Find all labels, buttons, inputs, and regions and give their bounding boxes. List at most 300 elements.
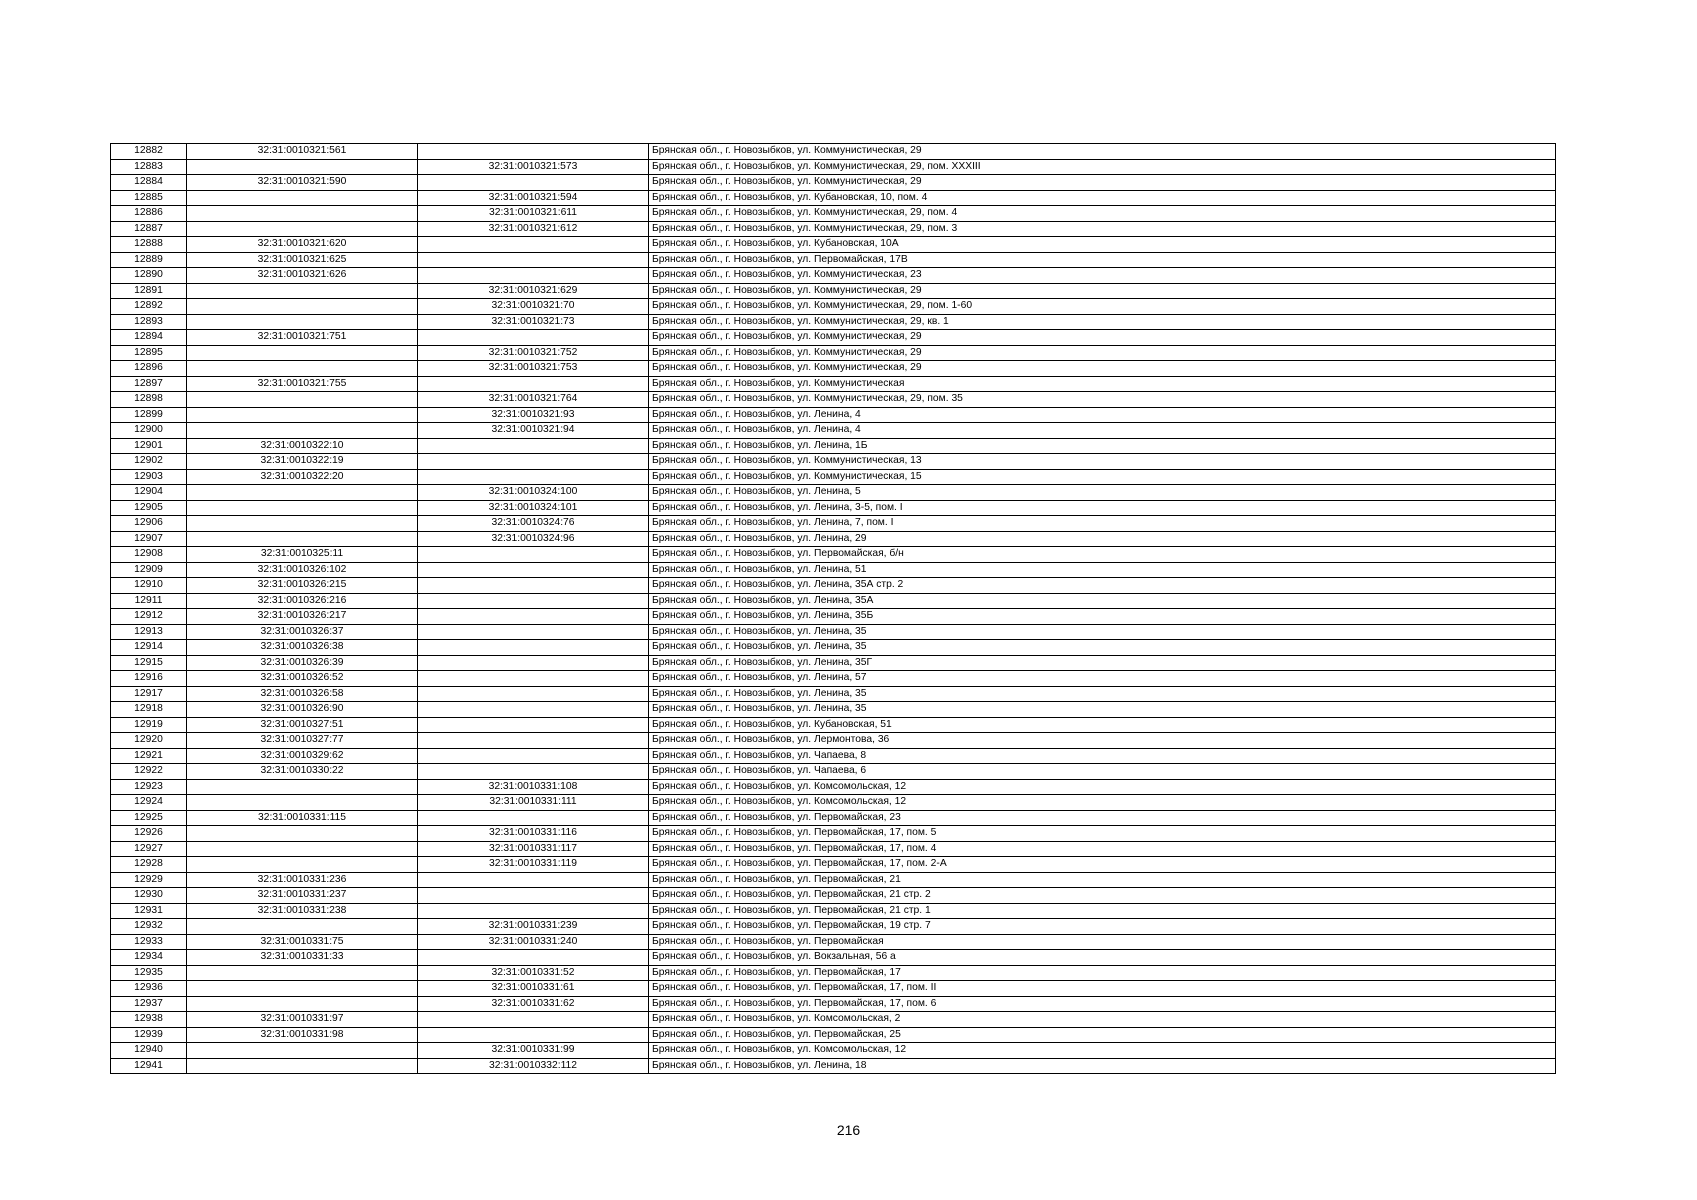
cadastral-number-cell: 32:31:0010326:216 xyxy=(187,593,418,609)
cadastral-number-cell: 32:31:0010331:33 xyxy=(187,950,418,966)
table-row xyxy=(111,593,1556,609)
cadastral-number-cell: 32:31:0010326:39 xyxy=(187,655,418,671)
address-cell: Брянская обл., г. Новозыбков, ул. Первомайская, 17, пом. 5 xyxy=(649,826,1556,842)
cadastral-number-cell xyxy=(187,1058,418,1074)
table-row xyxy=(111,190,1556,206)
table-row xyxy=(111,950,1556,966)
related-cadastral-number-cell: 32:31:0010331:99 xyxy=(418,1043,649,1059)
table-row xyxy=(111,919,1556,935)
cadastral-number-cell: 32:31:0010331:98 xyxy=(187,1027,418,1043)
address-cell: Брянская обл., г. Новозыбков, ул. Первомайская, 19 стр. 7 xyxy=(649,919,1556,935)
row-number-cell: 12927 xyxy=(111,841,187,857)
related-cadastral-number-cell: 32:31:0010332:112 xyxy=(418,1058,649,1074)
table-row xyxy=(111,299,1556,315)
related-cadastral-number-cell xyxy=(418,438,649,454)
table-row xyxy=(111,547,1556,563)
address-cell: Брянская обл., г. Новозыбков, ул. Вокзальная, 56 а xyxy=(649,950,1556,966)
related-cadastral-number-cell xyxy=(418,593,649,609)
row-number-cell: 12933 xyxy=(111,934,187,950)
table-row xyxy=(111,407,1556,423)
row-number-cell: 12941 xyxy=(111,1058,187,1074)
row-number-cell: 12939 xyxy=(111,1027,187,1043)
row-number-cell: 12899 xyxy=(111,407,187,423)
address-cell: Брянская обл., г. Новозыбков, ул. Коммунистическая, 29, пом. 4 xyxy=(649,206,1556,222)
address-cell: Брянская обл., г. Новозыбков, ул. Кубановская, 51 xyxy=(649,717,1556,733)
row-number-cell: 12896 xyxy=(111,361,187,377)
cadastral-number-cell: 32:31:0010327:77 xyxy=(187,733,418,749)
related-cadastral-number-cell xyxy=(418,175,649,191)
row-number-cell: 12935 xyxy=(111,965,187,981)
cadastral-number-cell xyxy=(187,531,418,547)
table-row xyxy=(111,841,1556,857)
cadastral-number-cell xyxy=(187,283,418,299)
table-row xyxy=(111,996,1556,1012)
address-cell: Брянская обл., г. Новозыбков, ул. Коммунистическая, 29, кв. 1 xyxy=(649,314,1556,330)
address-cell: Брянская обл., г. Новозыбков, ул. Ленина, 57 xyxy=(649,671,1556,687)
cadastral-number-cell xyxy=(187,407,418,423)
address-cell: Брянская обл., г. Новозыбков, ул. Ленина, 35А xyxy=(649,593,1556,609)
address-cell: Брянская обл., г. Новозыбков, ул. Коммунистическая xyxy=(649,376,1556,392)
address-cell: Брянская обл., г. Новозыбков, ул. Кубановская, 10, пом. 4 xyxy=(649,190,1556,206)
table-row xyxy=(111,624,1556,640)
row-number-cell: 12917 xyxy=(111,686,187,702)
address-cell: Брянская обл., г. Новозыбков, ул. Первомайская, 17, пом. 2-А xyxy=(649,857,1556,873)
table-row xyxy=(111,376,1556,392)
related-cadastral-number-cell: 32:31:0010321:612 xyxy=(418,221,649,237)
related-cadastral-number-cell xyxy=(418,903,649,919)
row-number-cell: 12905 xyxy=(111,500,187,516)
row-number-cell: 12883 xyxy=(111,159,187,175)
address-cell: Брянская обл., г. Новозыбков, ул. Ленина, 35А стр. 2 xyxy=(649,578,1556,594)
address-cell: Брянская обл., г. Новозыбков, ул. Коммунистическая, 29 xyxy=(649,330,1556,346)
cadastral-number-cell xyxy=(187,841,418,857)
table-row xyxy=(111,857,1556,873)
cadastral-number-cell xyxy=(187,981,418,997)
related-cadastral-number-cell: 32:31:0010321:594 xyxy=(418,190,649,206)
cadastral-number-cell xyxy=(187,485,418,501)
related-cadastral-number-cell xyxy=(418,950,649,966)
address-cell: Брянская обл., г. Новозыбков, ул. Чапаева, 8 xyxy=(649,748,1556,764)
cadastral-number-cell: 32:31:0010321:755 xyxy=(187,376,418,392)
cadastral-number-cell: 32:31:0010331:115 xyxy=(187,810,418,826)
cadastral-number-cell: 32:31:0010326:215 xyxy=(187,578,418,594)
address-cell: Брянская обл., г. Новозыбков, ул. Комсомольская, 12 xyxy=(649,795,1556,811)
row-number-cell: 12940 xyxy=(111,1043,187,1059)
row-number-cell: 12889 xyxy=(111,252,187,268)
row-number-cell: 12922 xyxy=(111,764,187,780)
table-row xyxy=(111,1027,1556,1043)
cadastral-number-cell: 32:31:0010326:52 xyxy=(187,671,418,687)
address-cell: Брянская обл., г. Новозыбков, ул. Ленина, 1Б xyxy=(649,438,1556,454)
related-cadastral-number-cell xyxy=(418,330,649,346)
related-cadastral-number-cell xyxy=(418,562,649,578)
address-cell: Брянская обл., г. Новозыбков, ул. Комсомольская, 12 xyxy=(649,1043,1556,1059)
row-number-cell: 12916 xyxy=(111,671,187,687)
related-cadastral-number-cell: 32:31:0010331:117 xyxy=(418,841,649,857)
table-row xyxy=(111,965,1556,981)
related-cadastral-number-cell xyxy=(418,547,649,563)
cadastral-number-cell: 32:31:0010322:20 xyxy=(187,469,418,485)
table-row xyxy=(111,252,1556,268)
table-row xyxy=(111,764,1556,780)
table-row xyxy=(111,748,1556,764)
table-row xyxy=(111,144,1556,160)
table-row xyxy=(111,826,1556,842)
address-cell: Брянская обл., г. Новозыбков, ул. Лермонтова, 36 xyxy=(649,733,1556,749)
related-cadastral-number-cell: 32:31:0010331:119 xyxy=(418,857,649,873)
cadastral-number-cell: 32:31:0010331:75 xyxy=(187,934,418,950)
related-cadastral-number-cell: 32:31:0010321:70 xyxy=(418,299,649,315)
cadastral-number-cell xyxy=(187,361,418,377)
cadastral-number-cell: 32:31:0010329:62 xyxy=(187,748,418,764)
cadastral-number-cell xyxy=(187,314,418,330)
related-cadastral-number-cell: 32:31:0010331:111 xyxy=(418,795,649,811)
related-cadastral-number-cell: 32:31:0010321:753 xyxy=(418,361,649,377)
row-number-cell: 12910 xyxy=(111,578,187,594)
related-cadastral-number-cell xyxy=(418,655,649,671)
related-cadastral-number-cell: 32:31:0010324:96 xyxy=(418,531,649,547)
cadastral-number-cell xyxy=(187,423,418,439)
related-cadastral-number-cell xyxy=(418,252,649,268)
cadastral-number-cell: 32:31:0010322:10 xyxy=(187,438,418,454)
table-row xyxy=(111,702,1556,718)
related-cadastral-number-cell xyxy=(418,702,649,718)
table-row xyxy=(111,237,1556,253)
cadastral-number-cell xyxy=(187,919,418,935)
table-row xyxy=(111,609,1556,625)
table-row xyxy=(111,903,1556,919)
address-cell: Брянская обл., г. Новозыбков, ул. Ленина, 4 xyxy=(649,407,1556,423)
related-cadastral-number-cell xyxy=(418,671,649,687)
cadastral-number-cell: 32:31:0010326:38 xyxy=(187,640,418,656)
address-cell: Брянская обл., г. Новозыбков, ул. Коммунистическая, 29 xyxy=(649,361,1556,377)
row-number-cell: 12926 xyxy=(111,826,187,842)
row-number-cell: 12930 xyxy=(111,888,187,904)
address-cell: Брянская обл., г. Новозыбков, ул. Ленина, 35 xyxy=(649,624,1556,640)
row-number-cell: 12887 xyxy=(111,221,187,237)
address-cell: Брянская обл., г. Новозыбков, ул. Ленина, 51 xyxy=(649,562,1556,578)
cadastral-number-cell xyxy=(187,857,418,873)
address-cell: Брянская обл., г. Новозыбков, ул. Коммунистическая, 29 xyxy=(649,345,1556,361)
row-number-cell: 12937 xyxy=(111,996,187,1012)
related-cadastral-number-cell: 32:31:0010331:52 xyxy=(418,965,649,981)
row-number-cell: 12897 xyxy=(111,376,187,392)
address-cell: Брянская обл., г. Новозыбков, ул. Коммунистическая, 29, пом. 3 xyxy=(649,221,1556,237)
cadastral-number-cell: 32:31:0010327:51 xyxy=(187,717,418,733)
row-number-cell: 12936 xyxy=(111,981,187,997)
table-row xyxy=(111,1012,1556,1028)
cadastral-number-cell: 32:31:0010321:561 xyxy=(187,144,418,160)
address-cell: Брянская обл., г. Новозыбков, ул. Ленина, 18 xyxy=(649,1058,1556,1074)
table-row xyxy=(111,795,1556,811)
cadastral-number-cell: 32:31:0010326:217 xyxy=(187,609,418,625)
table-row xyxy=(111,469,1556,485)
cadastral-number-cell: 32:31:0010331:97 xyxy=(187,1012,418,1028)
address-cell: Брянская обл., г. Новозыбков, ул. Коммунистическая, 29 xyxy=(649,283,1556,299)
table-row xyxy=(111,1058,1556,1074)
address-cell: Брянская обл., г. Новозыбков, ул. Первомайская, 21 стр. 2 xyxy=(649,888,1556,904)
page-number: 216 xyxy=(836,1122,861,1138)
address-cell: Брянская обл., г. Новозыбков, ул. Первомайская, 17 xyxy=(649,965,1556,981)
row-number-cell: 12913 xyxy=(111,624,187,640)
cadastral-number-cell xyxy=(187,779,418,795)
related-cadastral-number-cell: 32:31:0010331:239 xyxy=(418,919,649,935)
table-row xyxy=(111,438,1556,454)
related-cadastral-number-cell xyxy=(418,237,649,253)
address-cell: Брянская обл., г. Новозыбков, ул. Коммунистическая, 29, пом. XXXIII xyxy=(649,159,1556,175)
address-cell: Брянская обл., г. Новозыбков, ул. Первомайская, 21 стр. 1 xyxy=(649,903,1556,919)
related-cadastral-number-cell xyxy=(418,764,649,780)
address-cell: Брянская обл., г. Новозыбков, ул. Чапаева, 6 xyxy=(649,764,1556,780)
row-number-cell: 12931 xyxy=(111,903,187,919)
address-cell: Брянская обл., г. Новозыбков, ул. Коммунистическая, 29, пом. 1-60 xyxy=(649,299,1556,315)
row-number-cell: 12921 xyxy=(111,748,187,764)
cadastral-number-cell xyxy=(187,826,418,842)
row-number-cell: 12909 xyxy=(111,562,187,578)
related-cadastral-number-cell xyxy=(418,733,649,749)
row-number-cell: 12892 xyxy=(111,299,187,315)
address-cell: Брянская обл., г. Новозыбков, ул. Первомайская, 21 xyxy=(649,872,1556,888)
address-cell: Брянская обл., г. Новозыбков, ул. Коммунистическая, 23 xyxy=(649,268,1556,284)
related-cadastral-number-cell xyxy=(418,1027,649,1043)
related-cadastral-number-cell: 32:31:0010324:100 xyxy=(418,485,649,501)
row-number-cell: 12928 xyxy=(111,857,187,873)
cadastral-number-cell xyxy=(187,795,418,811)
address-cell: Брянская обл., г. Новозыбков, ул. Ленина, 35 xyxy=(649,686,1556,702)
address-cell: Брянская обл., г. Новозыбков, ул. Коммунистическая, 29, пом. 35 xyxy=(649,392,1556,408)
cadastral-number-cell xyxy=(187,159,418,175)
related-cadastral-number-cell xyxy=(418,469,649,485)
row-number-cell: 12894 xyxy=(111,330,187,346)
related-cadastral-number-cell xyxy=(418,1012,649,1028)
row-number-cell: 12882 xyxy=(111,144,187,160)
related-cadastral-number-cell: 32:31:0010321:73 xyxy=(418,314,649,330)
row-number-cell: 12918 xyxy=(111,702,187,718)
table-row xyxy=(111,655,1556,671)
table-row xyxy=(111,810,1556,826)
address-cell: Брянская обл., г. Новозыбков, ул. Коммунистическая, 29 xyxy=(649,144,1556,160)
table-row xyxy=(111,500,1556,516)
row-number-cell: 12911 xyxy=(111,593,187,609)
related-cadastral-number-cell: 32:31:0010321:752 xyxy=(418,345,649,361)
address-cell: Брянская обл., г. Новозыбков, ул. Ленина, 35 xyxy=(649,702,1556,718)
related-cadastral-number-cell xyxy=(418,144,649,160)
row-number-cell: 12929 xyxy=(111,872,187,888)
row-number-cell: 12903 xyxy=(111,469,187,485)
row-number-cell: 12902 xyxy=(111,454,187,470)
row-number-cell: 12923 xyxy=(111,779,187,795)
cadastral-number-cell xyxy=(187,206,418,222)
address-cell: Брянская обл., г. Новозыбков, ул. Первомайская, 23 xyxy=(649,810,1556,826)
cadastral-number-cell xyxy=(187,996,418,1012)
table-row xyxy=(111,872,1556,888)
row-number-cell: 12886 xyxy=(111,206,187,222)
table-row xyxy=(111,392,1556,408)
table-row xyxy=(111,485,1556,501)
table-row xyxy=(111,268,1556,284)
cadastral-number-cell: 32:31:0010326:58 xyxy=(187,686,418,702)
cadastral-number-cell: 32:31:0010321:626 xyxy=(187,268,418,284)
related-cadastral-number-cell: 32:31:0010321:573 xyxy=(418,159,649,175)
row-number-cell: 12907 xyxy=(111,531,187,547)
row-number-cell: 12912 xyxy=(111,609,187,625)
address-cell: Брянская обл., г. Новозыбков, ул. Ленина, 35Б xyxy=(649,609,1556,625)
cadastral-number-cell: 32:31:0010321:620 xyxy=(187,237,418,253)
related-cadastral-number-cell: 32:31:0010321:611 xyxy=(418,206,649,222)
row-number-cell: 12924 xyxy=(111,795,187,811)
row-number-cell: 12904 xyxy=(111,485,187,501)
cadastral-number-cell xyxy=(187,299,418,315)
table-row xyxy=(111,934,1556,950)
address-cell: Брянская обл., г. Новозыбков, ул. Ленина, 29 xyxy=(649,531,1556,547)
address-cell: Брянская обл., г. Новозыбков, ул. Ленина, 35 xyxy=(649,640,1556,656)
address-cell: Брянская обл., г. Новозыбков, ул. Первомайская xyxy=(649,934,1556,950)
related-cadastral-number-cell: 32:31:0010321:93 xyxy=(418,407,649,423)
row-number-cell: 12895 xyxy=(111,345,187,361)
row-number-cell: 12919 xyxy=(111,717,187,733)
row-number-cell: 12893 xyxy=(111,314,187,330)
row-number-cell: 12885 xyxy=(111,190,187,206)
related-cadastral-number-cell: 32:31:0010331:240 xyxy=(418,934,649,950)
address-cell: Брянская обл., г. Новозыбков, ул. Коммунистическая, 15 xyxy=(649,469,1556,485)
table-row xyxy=(111,779,1556,795)
row-number-cell: 12938 xyxy=(111,1012,187,1028)
table-row xyxy=(111,1043,1556,1059)
table-row xyxy=(111,888,1556,904)
address-cell: Брянская обл., г. Новозыбков, ул. Коммунистическая, 13 xyxy=(649,454,1556,470)
address-cell: Брянская обл., г. Новозыбков, ул. Кубановская, 10А xyxy=(649,237,1556,253)
table-row xyxy=(111,221,1556,237)
related-cadastral-number-cell: 32:31:0010331:108 xyxy=(418,779,649,795)
cadastral-number-cell xyxy=(187,516,418,532)
related-cadastral-number-cell xyxy=(418,640,649,656)
related-cadastral-number-cell xyxy=(418,810,649,826)
row-number-cell: 12908 xyxy=(111,547,187,563)
row-number-cell: 12915 xyxy=(111,655,187,671)
table-row xyxy=(111,206,1556,222)
related-cadastral-number-cell: 32:31:0010331:62 xyxy=(418,996,649,1012)
related-cadastral-number-cell xyxy=(418,609,649,625)
address-cell: Брянская обл., г. Новозыбков, ул. Ленина, 35Г xyxy=(649,655,1556,671)
row-number-cell: 12891 xyxy=(111,283,187,299)
related-cadastral-number-cell: 32:31:0010321:94 xyxy=(418,423,649,439)
related-cadastral-number-cell xyxy=(418,717,649,733)
row-number-cell: 12900 xyxy=(111,423,187,439)
row-number-cell: 12888 xyxy=(111,237,187,253)
row-number-cell: 12934 xyxy=(111,950,187,966)
cadastral-number-cell xyxy=(187,392,418,408)
related-cadastral-number-cell xyxy=(418,578,649,594)
row-number-cell: 12884 xyxy=(111,175,187,191)
address-cell: Брянская обл., г. Новозыбков, ул. Первомайская, 17В xyxy=(649,252,1556,268)
table-row xyxy=(111,516,1556,532)
table-row xyxy=(111,578,1556,594)
related-cadastral-number-cell xyxy=(418,872,649,888)
table-row xyxy=(111,640,1556,656)
cadastral-number-cell xyxy=(187,345,418,361)
related-cadastral-number-cell: 32:31:0010321:764 xyxy=(418,392,649,408)
address-cell: Брянская обл., г. Новозыбков, ул. Комсомольская, 2 xyxy=(649,1012,1556,1028)
cadastral-number-cell: 32:31:0010331:236 xyxy=(187,872,418,888)
cadastral-number-cell xyxy=(187,1043,418,1059)
cadastral-number-cell: 32:31:0010330:22 xyxy=(187,764,418,780)
address-cell: Брянская обл., г. Новозыбков, ул. Коммунистическая, 29 xyxy=(649,175,1556,191)
cadastral-number-cell xyxy=(187,221,418,237)
address-cell: Брянская обл., г. Новозыбков, ул. Первомайская, 17, пом. II xyxy=(649,981,1556,997)
row-number-cell: 12898 xyxy=(111,392,187,408)
table-row xyxy=(111,314,1556,330)
cadastral-number-cell: 32:31:0010326:37 xyxy=(187,624,418,640)
cadastral-number-cell: 32:31:0010321:590 xyxy=(187,175,418,191)
registry-table-body xyxy=(111,144,1556,1074)
address-cell: Брянская обл., г. Новозыбков, ул. Первомайская, б/н xyxy=(649,547,1556,563)
address-cell: Брянская обл., г. Новозыбков, ул. Ленина, 7, пом. I xyxy=(649,516,1556,532)
table-row xyxy=(111,733,1556,749)
cadastral-number-cell: 32:31:0010331:237 xyxy=(187,888,418,904)
cadastral-number-cell: 32:31:0010331:238 xyxy=(187,903,418,919)
related-cadastral-number-cell: 32:31:0010324:101 xyxy=(418,500,649,516)
related-cadastral-number-cell xyxy=(418,888,649,904)
cadastral-number-cell xyxy=(187,190,418,206)
cadastral-number-cell: 32:31:0010326:90 xyxy=(187,702,418,718)
row-number-cell: 12925 xyxy=(111,810,187,826)
cadastral-number-cell: 32:31:0010321:751 xyxy=(187,330,418,346)
table-row xyxy=(111,283,1556,299)
address-cell: Брянская обл., г. Новозыбков, ул. Первомайская, 17, пом. 6 xyxy=(649,996,1556,1012)
related-cadastral-number-cell: 32:31:0010324:76 xyxy=(418,516,649,532)
table-row xyxy=(111,345,1556,361)
related-cadastral-number-cell: 32:31:0010331:116 xyxy=(418,826,649,842)
table-row xyxy=(111,562,1556,578)
related-cadastral-number-cell xyxy=(418,268,649,284)
table-row xyxy=(111,531,1556,547)
table-row xyxy=(111,717,1556,733)
table-row xyxy=(111,686,1556,702)
table-row xyxy=(111,671,1556,687)
row-number-cell: 12890 xyxy=(111,268,187,284)
address-cell: Брянская обл., г. Новозыбков, ул. Ленина, 4 xyxy=(649,423,1556,439)
cadastral-number-cell: 32:31:0010325:11 xyxy=(187,547,418,563)
row-number-cell: 12932 xyxy=(111,919,187,935)
cadastral-number-cell: 32:31:0010322:19 xyxy=(187,454,418,470)
address-cell: Брянская обл., г. Новозыбков, ул. Первомайская, 25 xyxy=(649,1027,1556,1043)
cadastral-number-cell: 32:31:0010321:625 xyxy=(187,252,418,268)
related-cadastral-number-cell: 32:31:0010331:61 xyxy=(418,981,649,997)
address-cell: Брянская обл., г. Новозыбков, ул. Ленина, 3-5, пом. I xyxy=(649,500,1556,516)
registry-table xyxy=(110,143,1556,1074)
related-cadastral-number-cell xyxy=(418,376,649,392)
table-row xyxy=(111,330,1556,346)
related-cadastral-number-cell xyxy=(418,624,649,640)
address-cell: Брянская обл., г. Новозыбков, ул. Комсомольская, 12 xyxy=(649,779,1556,795)
related-cadastral-number-cell xyxy=(418,686,649,702)
related-cadastral-number-cell xyxy=(418,454,649,470)
table-row xyxy=(111,981,1556,997)
related-cadastral-number-cell xyxy=(418,748,649,764)
cadastral-number-cell xyxy=(187,965,418,981)
row-number-cell: 12906 xyxy=(111,516,187,532)
table-row xyxy=(111,423,1556,439)
row-number-cell: 12901 xyxy=(111,438,187,454)
row-number-cell: 12920 xyxy=(111,733,187,749)
address-cell: Брянская обл., г. Новозыбков, ул. Первомайская, 17, пом. 4 xyxy=(649,841,1556,857)
table-row xyxy=(111,361,1556,377)
related-cadastral-number-cell: 32:31:0010321:629 xyxy=(418,283,649,299)
cadastral-number-cell: 32:31:0010326:102 xyxy=(187,562,418,578)
address-cell: Брянская обл., г. Новозыбков, ул. Ленина, 5 xyxy=(649,485,1556,501)
table-row xyxy=(111,454,1556,470)
table-row xyxy=(111,159,1556,175)
